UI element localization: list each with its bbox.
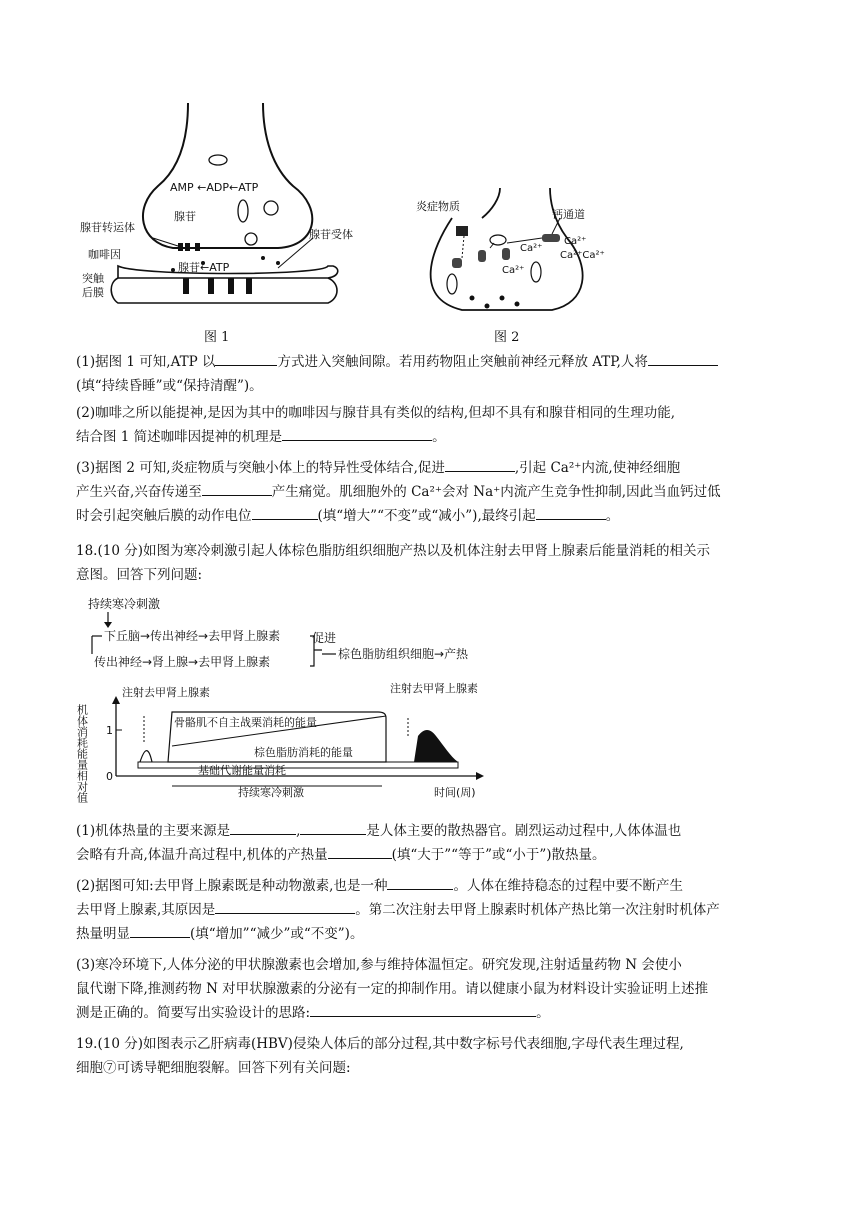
- fig2-label-ca: Ca²⁺: [502, 265, 525, 276]
- q18-intro: 18.(10 分)如图为寒冷刺激引起人体棕色脂肪组织细胞产热以及机体注射去甲肾上腺素后能量消耗的相关示 意图。回答下列问题:: [76, 543, 710, 583]
- mitochondrion: [238, 200, 248, 222]
- q18-part3: (3)寒冷环境下,人体分泌的甲状腺激素也会增加,参与维持体温恒定。研究发现,注射适量药物 N 会使小 鼠代谢下降,推测药物 N 对甲状腺激素的分泌有一定的抑制作用。请以健康小鼠为材料设计实验证明上述推 测是正确的。简要写出实验设计的思路: 。: [76, 957, 709, 1021]
- fig1-label-amp: AMP ←ADP←ATP: [170, 181, 259, 194]
- fig2-label-calcium-channel: 钙通道: [552, 208, 585, 221]
- vesicle: [264, 201, 278, 215]
- graph-y-label: 机体消耗能量相对值: [75, 704, 89, 803]
- figure-1-caption: 图 1: [204, 330, 230, 345]
- inject-2-label: 注射去甲肾上腺素: [390, 682, 478, 695]
- receptor: [456, 226, 468, 236]
- pathway-row-2: 传出神经→肾上腺→去甲肾上腺素: [94, 655, 271, 669]
- vesicle: [245, 233, 257, 245]
- stimulus-label: 持续寒冷刺激: [88, 597, 161, 611]
- q18-pathway-diagram: [78, 592, 498, 680]
- figure-1-synapse-diagram: [78, 98, 368, 323]
- q18-energy-graph: [75, 682, 498, 806]
- figure-2-caption: 图 2: [494, 330, 520, 345]
- q18-part2: (2)据图可知:去甲肾上腺素既是种动物激素,也是一种 。人体在维持稳态的过程中要不断产生 去甲肾上腺素,其原因是 。第二次注射去甲肾上腺素时机体产热比第一次注射时机体产 热量明显 (填“增加”“减少”或“不变”)。: [76, 874, 792, 946]
- fig1-label-transporter: 腺苷转运体: [80, 221, 135, 234]
- cold-duration-label: 持续寒冷刺激: [238, 786, 304, 799]
- q19-intro: 19.(10 分)如图表示乙肝病毒(HBV)侵染人体后的部分过程,其中数字标号代表细胞,字母代表生理过程, 细胞⑦可诱导靶细胞裂解。回答下列有关问题:: [76, 1036, 684, 1076]
- q18-part1: (1)机体热量的主要来源是 , 是人体主要的散热器官。剧烈运动过程中,人体体温也 会略有升高,体温升高过程中,机体的产热量 (填“大于”“等于”或“小于”)散热量。: [76, 819, 792, 867]
- mitochondrion: [209, 155, 227, 165]
- y-tick-1: 1: [106, 724, 113, 737]
- fig1-label-adenosine-atp: 腺苷←ATP: [178, 261, 230, 274]
- presynaptic-terminal: [143, 103, 312, 248]
- fig1-label-receptor: 腺苷受体: [309, 228, 353, 241]
- x-axis-label: 时间(周): [434, 786, 476, 799]
- q17-part3: (3)据图 2 可知,炎症物质与突触小体上的特异性受体结合,促进 ,引起 Ca²⁺内流,使神经细胞 产生兴奋,兴奋传递至 产生痛觉。肌细胞外的 Ca²⁺会对 Na⁺内流产生竞争性抑制,因此当血钙过低 时会引起突触后膜的动作电位 (填“增大”“不变”或“减小”),最终引起 。: [76, 456, 792, 528]
- q17-part2: (2)咖啡之所以能提神,是因为其中的咖啡因与腺苷具有类似的结构,但却不具有和腺苷相同的生理功能, 结合图 1 简述咖啡因提神的机理是 。: [76, 405, 675, 445]
- fig1-label-post1: 突触: [82, 272, 104, 285]
- fig2-label-ca: Ca²⁺: [520, 243, 543, 254]
- target-label: 棕色脂肪组织细胞→产热: [338, 647, 469, 661]
- brown-fat-label: 棕色脂肪消耗的能量: [254, 746, 353, 759]
- origin-label: 0: [106, 770, 113, 783]
- skeletal-muscle-label: 骨骼肌不自主战栗消耗的能量: [174, 716, 317, 729]
- fig1-label-post2: 后膜: [82, 286, 104, 299]
- q17-part1: (1)据图 1 可知,ATP 以 方式进入突触间隙。若用药物阻止突触前神经元释放 ATP,人将 (填“持续昏睡”或“保持清醒”)。: [76, 350, 792, 398]
- basal-metabolism-label: 基础代谢能量消耗: [198, 764, 286, 777]
- second-injection-peak: [414, 730, 458, 762]
- fig2-label-inflammatory: 炎症物质: [416, 200, 460, 213]
- pathway-row-1: 下丘脑→传出神经→去甲肾上腺素: [104, 629, 281, 643]
- figure-2-diagram: [412, 188, 612, 316]
- inject-1-label: 注射去甲肾上腺素: [122, 686, 210, 699]
- fig1-label-caffeine: 咖啡因: [88, 248, 121, 261]
- promote-label: 促进: [312, 631, 337, 645]
- fig1-label-adenosine: 腺苷: [174, 210, 196, 223]
- fig2-label-ca: Ca²⁺Ca²⁺: [560, 250, 605, 261]
- fig2-label-ca: Ca²⁺: [564, 236, 587, 247]
